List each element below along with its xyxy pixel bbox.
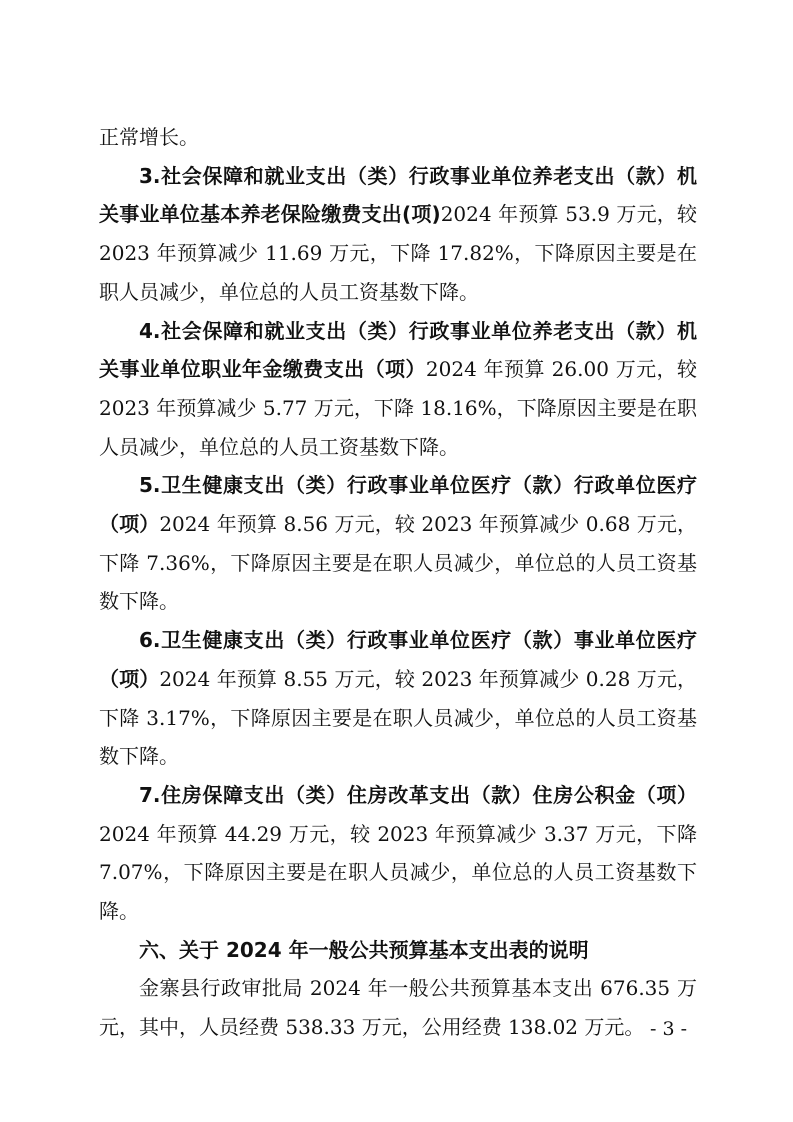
item-3-body: 2024 年预算 53.9 万元，较 2023 年预算减少 11.69 万元，下降 17.82%，下降原因主要是在职人员减少，单位总的人员工资基数下降。 — [99, 202, 697, 304]
page-number: - 3 - — [650, 1018, 688, 1040]
section-6-title — [99, 931, 697, 970]
section-6-title-text: 六、关于 2024 年一般公共预算基本支出表的说明 — [139, 937, 589, 962]
item-6-heading: 6.卫生健康支出（类）行政事业单位医疗（款）事业单位医疗（项） — [99, 628, 697, 691]
item-5-heading: 5.卫生健康支出（类）行政事业单位医疗（款）行政单位医疗（项） — [99, 473, 697, 537]
item-7-body: 2024 年预算 44.29 万元，较 2023 年预算减少 3.37 万元，下降 7.07%，下降原因主要是在职人员减少，单位总的人员工资基数下降。 — [99, 821, 697, 924]
paragraph-item-3 — [99, 157, 697, 312]
item-5-body: 2024 年预算 8.56 万元，较 2023 年预算减少 0.68 万元，下降 7.36%，下降原因主要是在职人员减少，单位总的人员工资基数下降。 — [99, 512, 697, 614]
item-6-body: 2024 年预算 8.55 万元，较 2023 年预算减少 0.28 万元，下降 3.17%，下降原因主要是在职人员减少，单位总的人员工资基数下降。 — [99, 666, 697, 769]
item-3-heading: 3.社会保障和就业支出（类）行政事业单位养老支出（款）机关事业单位基本养老保险缴费支出(项) — [99, 163, 697, 227]
paragraph-item-4 — [99, 312, 697, 467]
section-6-paragraph — [99, 969, 697, 1046]
document-body — [99, 118, 697, 1047]
paragraph-item-6 — [99, 621, 697, 776]
section-6-body: 金寨县行政审批局 2024 年一般公共预算基本支出 676.35 万元，其中，人员经费 538.33 万元，公用经费 138.02 万元。 — [99, 976, 697, 1040]
item-4-body: 2024 年预算 26.00 万元，较 2023 年预算减少 5.77 万元，下降 18.16%，下降原因主要是在职人员减少，单位总的人员工资基数下降。 — [99, 357, 697, 459]
item-4-heading: 4.社会保障和就业支出（类）行政事业单位养老支出（款）机关事业单位职业年金缴费支出（项） — [99, 318, 697, 382]
paragraph-continuation — [99, 118, 697, 157]
paragraph-item-5 — [99, 466, 697, 621]
paragraph-item-7 — [99, 776, 697, 931]
item-7-heading: 7.住房保障支出（类）住房改革支出（款）住房公积金（项） — [139, 782, 697, 807]
continuation-text: 正常增长。 — [99, 125, 199, 149]
